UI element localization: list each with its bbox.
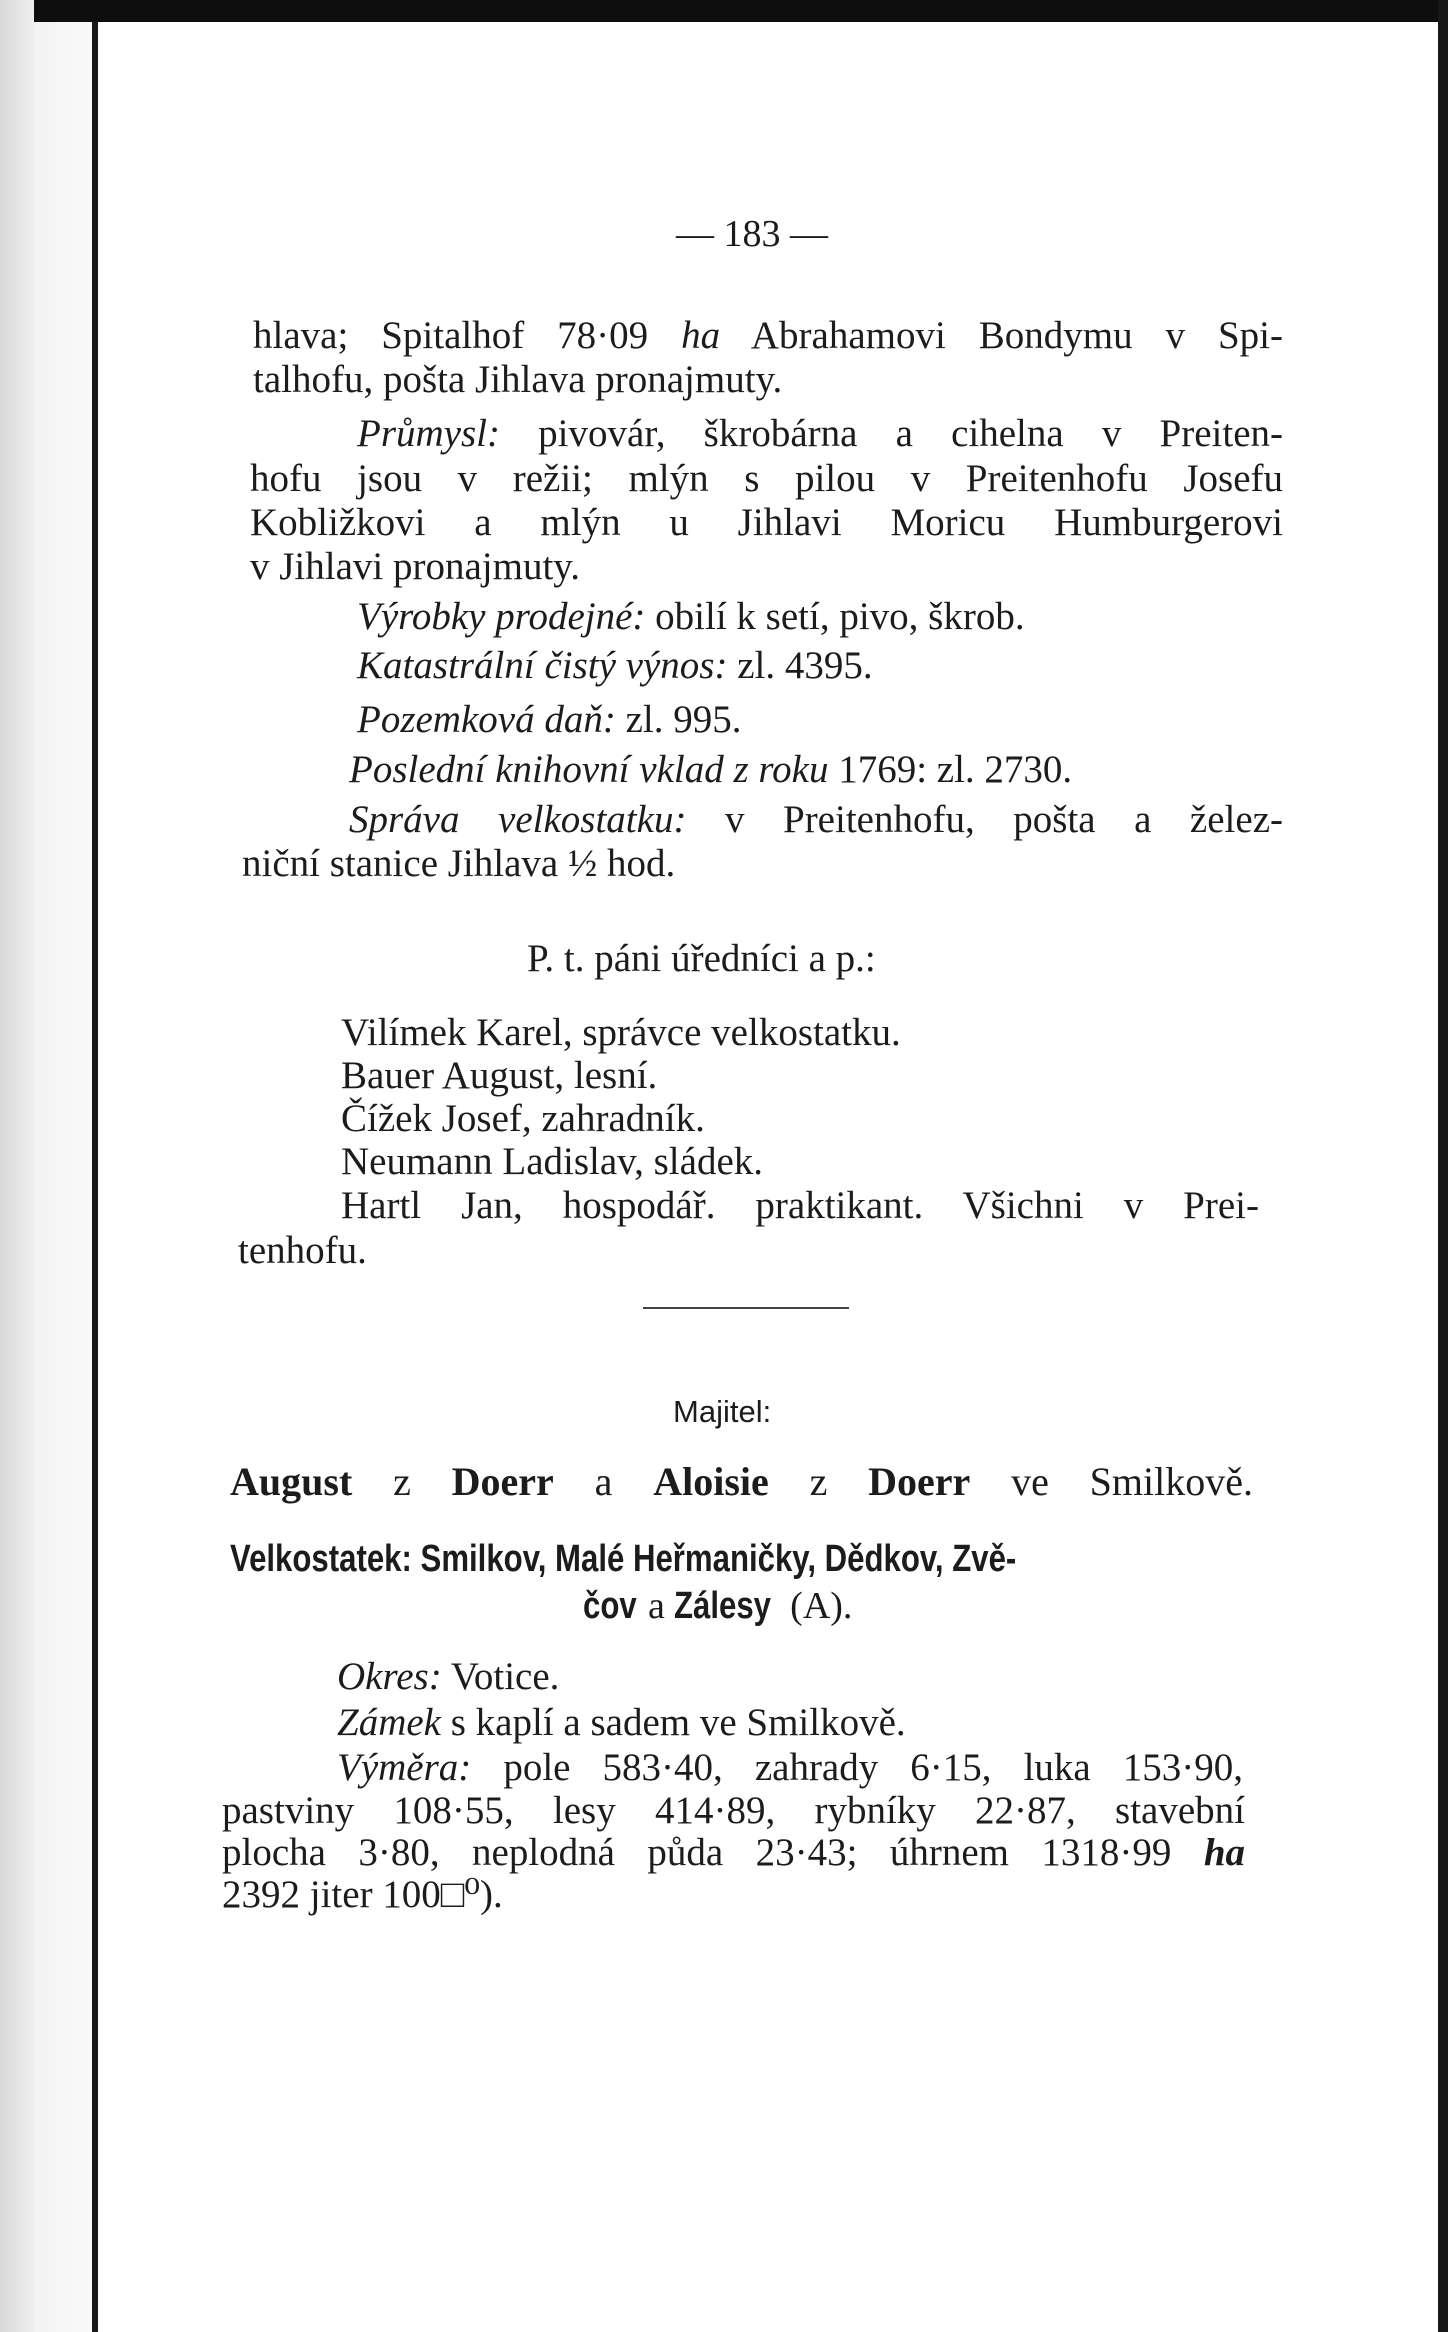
last-deposit-line: [349, 747, 1072, 793]
last-deposit-value: 1769: zl. 2730.: [838, 748, 1073, 791]
administration-label: Správa velkostatku:: [349, 798, 687, 841]
owner-surname-1: Doerr: [451, 1459, 554, 1504]
land-tax-value: zl. 995.: [625, 698, 742, 741]
area-text-3: plocha 3·80, neplodná půda 23·43; úhrnem 1318·99: [222, 1831, 1172, 1874]
district-line: [337, 1654, 559, 1700]
industry-line-2: hofu jsou v režii; mlýn s pilou v Preitenhofu Josefu: [250, 457, 1283, 500]
section-divider: [643, 1307, 849, 1309]
castle-line: [337, 1700, 906, 1746]
administration-line-1: [349, 797, 1283, 843]
last-deposit-label: Poslední knihovní vklad z roku: [349, 748, 829, 791]
owner-name-2: Aloisie: [653, 1459, 769, 1504]
castle-value: s kaplí a sadem ve Smilkově.: [450, 1701, 906, 1744]
administration-line-2: niční stanice Jihlava ½ hod.: [242, 842, 676, 885]
owner-label: Majitel:: [673, 1394, 772, 1429]
area-line-4: 2392 jiter 100□⁰).: [222, 1873, 503, 1916]
official-row: Neumann Ladislav, sládek.: [341, 1140, 764, 1183]
industry-line-4: v Jihlavi pronajmuty.: [250, 545, 581, 588]
intro-line-1: [253, 313, 1283, 359]
estate-line-1: [230, 1536, 1189, 1582]
area-unit: ha: [1203, 1831, 1246, 1874]
cadastral-value: zl. 4395.: [737, 644, 873, 687]
officials-heading: P. t. páni úředníci a p.:: [527, 937, 876, 980]
area-label: Výměra:: [337, 1746, 472, 1789]
intro-text-2: Abrahamovi Bondymu v Spi-: [750, 314, 1284, 357]
official-row: Vilímek Karel, správce velkostatku.: [341, 1011, 901, 1054]
official-row: Čížek Josef, zahradník.: [341, 1097, 705, 1140]
owner-word: z: [809, 1459, 828, 1504]
area-line-2: pastviny 108·55, lesy 414·89, rybníky 22·87, stavební: [222, 1789, 1245, 1832]
industry-line-1: [357, 411, 1283, 457]
intro-unit: ha: [681, 314, 721, 357]
industry-line-3: Kobližkovi a mlýn u Jihlavi Moricu Humburgerovi: [250, 501, 1283, 544]
area-line-1: [337, 1745, 1243, 1791]
estate-line-2-c: Zálesy: [674, 1585, 772, 1627]
estate-line-2: [583, 1583, 852, 1629]
area-line-3: [222, 1830, 1245, 1876]
owner-surname-2: Doerr: [868, 1459, 971, 1504]
owner-line: [230, 1459, 1253, 1505]
industry-text-1: pivovár, škrobárna a cihelna v Preiten-: [538, 412, 1284, 455]
estate-names-1: Smilkov, Malé Heřmaničky, Dědkov, Zvě-: [420, 1538, 1017, 1580]
estate-line-2-a: čov: [583, 1585, 637, 1627]
owner-location: ve Smilkově.: [1011, 1459, 1254, 1504]
castle-label: Zámek: [337, 1701, 441, 1744]
official-row: Hartl Jan, hospodář. praktikant. Všichni v Prei-: [341, 1184, 1259, 1227]
official-row: tenhofu.: [238, 1229, 367, 1272]
district-value: Votice.: [450, 1655, 560, 1698]
estate-line-2-d: (A).: [790, 1585, 853, 1627]
official-row: Bauer August, lesní.: [341, 1054, 658, 1097]
products-line: [357, 594, 1025, 640]
owner-name-1: August: [230, 1459, 353, 1504]
land-tax-label: Pozemková daň:: [357, 698, 616, 741]
estate-label: Velkostatek:: [230, 1538, 412, 1580]
products-label: Výrobky prodejné:: [357, 595, 646, 638]
owner-word: z: [393, 1459, 411, 1504]
owner-word: a: [594, 1459, 613, 1504]
cadastral-line: [357, 643, 873, 689]
administration-text-1: v Preitenhofu, pošta a želez-: [724, 798, 1283, 841]
land-tax-line: [357, 697, 742, 743]
estate-line-2-b: a: [647, 1585, 665, 1627]
district-label: Okres:: [337, 1655, 442, 1698]
industry-label: Průmysl:: [357, 412, 500, 455]
intro-line-2: talhofu, pošta Jihlava pronajmuty.: [253, 358, 783, 401]
estate-line-1-text: [230, 1536, 1016, 1582]
intro-text-1: hlava; Spitalhof 78·09: [253, 314, 649, 357]
area-text-1: pole 583·40, zahrady 6·15, luka 153·90,: [503, 1746, 1244, 1789]
products-value: obilí k setí, pivo, škrob.: [655, 595, 1025, 638]
cadastral-label: Katastrální čistý výnos:: [357, 644, 728, 687]
page-number: — 183 —: [676, 213, 828, 255]
